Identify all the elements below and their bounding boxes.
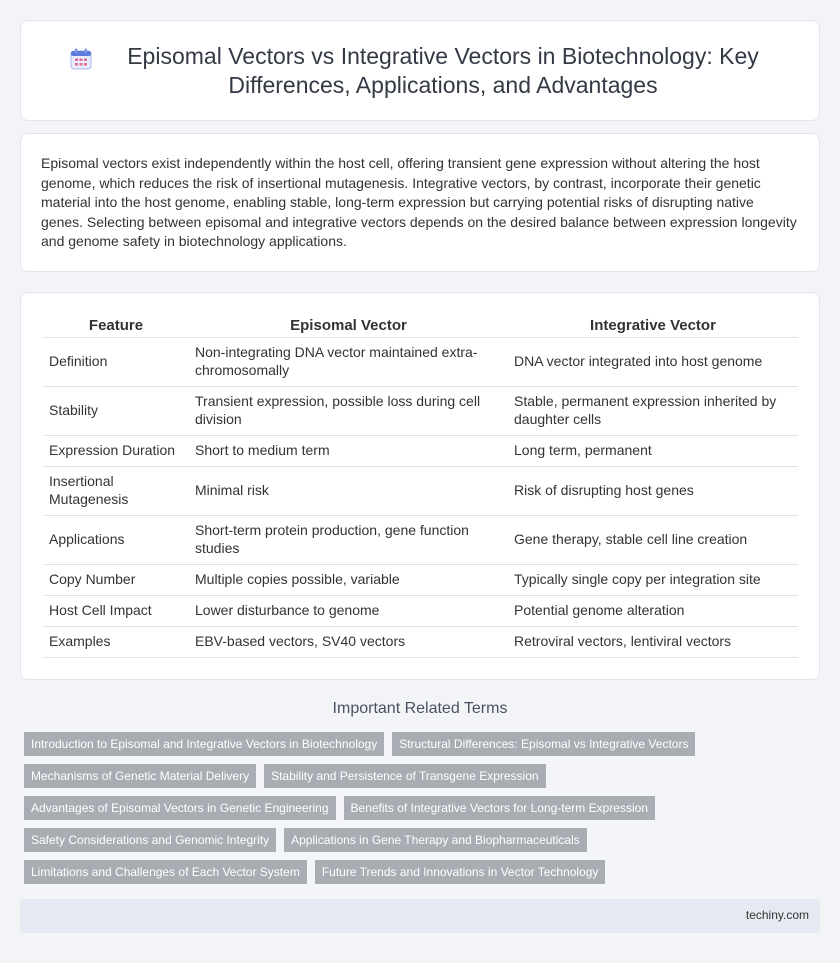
integrative-cell: Long term, permanent [508,435,798,466]
related-term-tag[interactable]: Introduction to Episomal and Integrative Vectors in Biotechnology [24,732,384,756]
feature-cell: Host Cell Impact [43,595,189,626]
feature-cell: Copy Number [43,564,189,595]
term-row [24,764,824,788]
page-title: Episomal Vectors vs Integrative Vectors in Biotechnology: Key Differences, Applications, and Advantages [127,42,759,98]
header-feature: Feature [43,313,189,337]
episomal-cell: Short to medium term [189,435,508,466]
comparison-card [20,292,820,680]
table-row [43,515,798,564]
term-row [24,828,824,852]
episomal-cell: Lower disturbance to genome [189,595,508,626]
table-header-row [43,313,798,337]
integrative-cell: Typically single copy per integration site [508,564,798,595]
episomal-cell: Non-integrating DNA vector maintained extra-chromosomally [189,337,508,386]
calendar-icon [70,48,92,70]
term-row [24,860,824,884]
episomal-cell: Short-term protein production, gene function studies [189,515,508,564]
feature-cell: Examples [43,626,189,657]
integrative-cell: Potential genome alteration [508,595,798,626]
title-wrap [70,42,770,100]
feature-cell: Insertional Mutagenesis [43,466,189,515]
feature-cell: Applications [43,515,189,564]
related-term-tag[interactable]: Structural Differences: Episomal vs Integrative Vectors [392,732,695,756]
intro-card [20,133,820,272]
footer [20,899,820,933]
term-row [24,796,824,820]
table-row [43,386,798,435]
integrative-cell: Stable, permanent expression inherited by daughter cells [508,386,798,435]
header-episomal: Episomal Vector [189,313,508,337]
integrative-cell: DNA vector integrated into host genome [508,337,798,386]
term-row [24,732,824,756]
related-term-tag[interactable]: Advantages of Episomal Vectors in Genetic Engineering [24,796,336,820]
episomal-cell: EBV-based vectors, SV40 vectors [189,626,508,657]
footer-site[interactable]: techiny.com [745,908,809,922]
table-row [43,626,798,657]
intro-paragraph: Episomal vectors exist independently within the host cell, offering transient gene expression without altering the host genome, which reduces the risk of insertional mutagenesis. Integrative vectors, by contrast, incorporate their genetic material into the host genome, enabling stable, long-term expression but carrying potential risks of disrupting native genes. Selecting between episomal and integrative vectors depends on the desired balance between expression longevity and genome safety in biotechnology applications. [41,155,797,249]
related-term-tag[interactable]: Benefits of Integrative Vectors for Long-term Expression [344,796,655,820]
related-term-tag[interactable]: Stability and Persistence of Transgene Expression [264,764,545,788]
table-row [43,595,798,626]
integrative-cell: Risk of disrupting host genes [508,466,798,515]
feature-cell: Definition [43,337,189,386]
related-terms [24,732,824,892]
feature-cell: Stability [43,386,189,435]
table-row [43,564,798,595]
comparison-table [43,313,798,658]
title-card [20,20,820,121]
related-term-tag[interactable]: Mechanisms of Genetic Material Delivery [24,764,256,788]
integrative-cell: Retroviral vectors, lentiviral vectors [508,626,798,657]
related-term-tag[interactable]: Applications in Gene Therapy and Biopharmaceuticals [284,828,587,852]
related-term-tag[interactable]: Future Trends and Innovations in Vector Technology [315,860,606,884]
related-term-tag[interactable]: Limitations and Challenges of Each Vector System [24,860,307,884]
episomal-cell: Minimal risk [189,466,508,515]
table-row [43,435,798,466]
feature-cell: Expression Duration [43,435,189,466]
episomal-cell: Transient expression, possible loss during cell division [189,386,508,435]
related-term-tag[interactable]: Safety Considerations and Genomic Integrity [24,828,276,852]
header-integrative: Integrative Vector [508,313,798,337]
integrative-cell: Gene therapy, stable cell line creation [508,515,798,564]
table-row [43,466,798,515]
table-row [43,337,798,386]
episomal-cell: Multiple copies possible, variable [189,564,508,595]
related-terms-title: Important Related Terms [332,700,508,717]
